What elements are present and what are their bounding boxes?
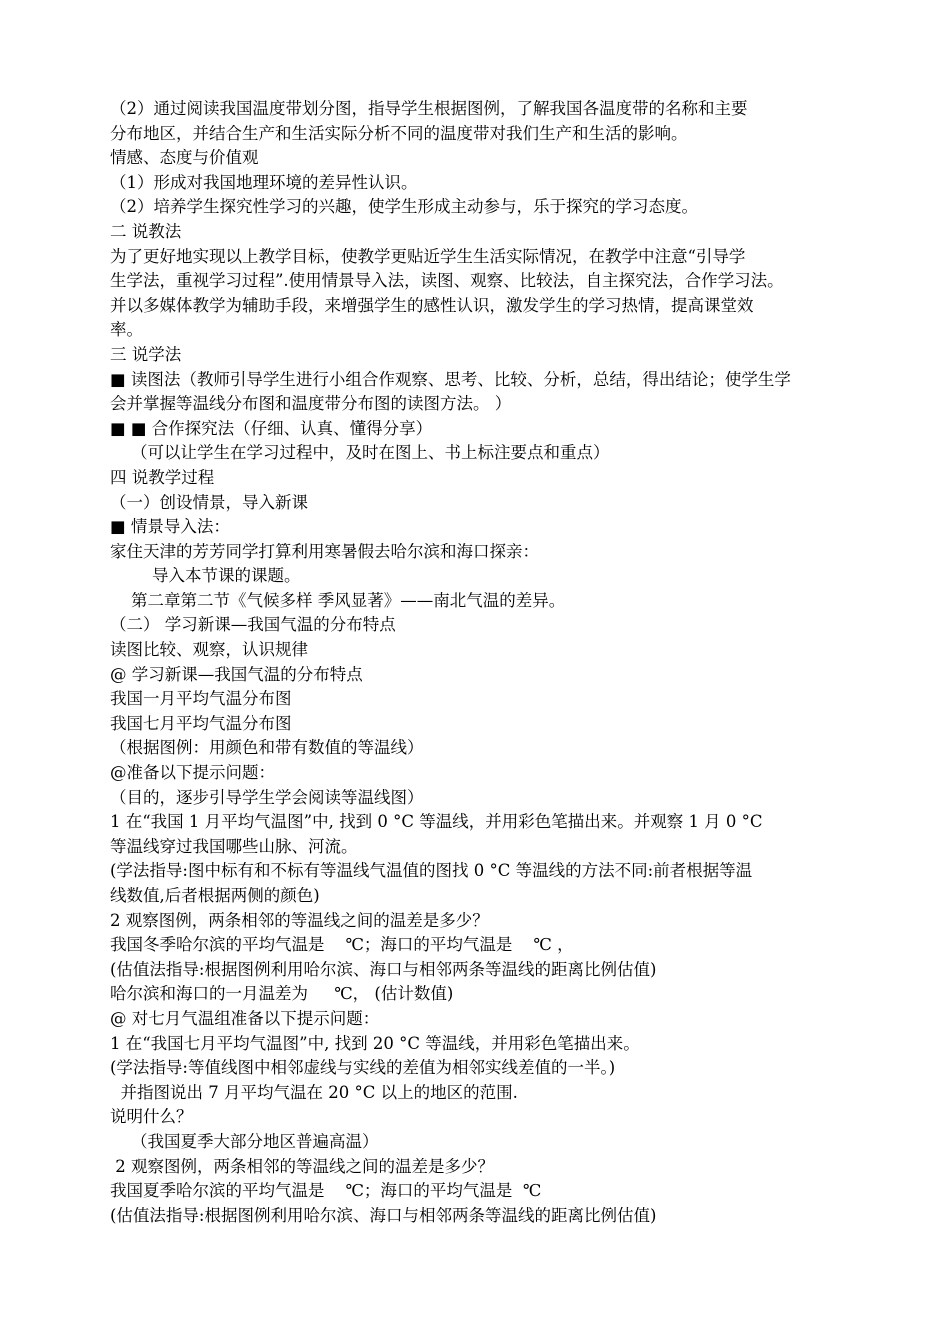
text-line: （根据图例：用颜色和带有数值的等温线） (110, 738, 424, 758)
text-line: 2 观察图例，两条相邻的等温线之间的温差是多少？ (110, 1156, 494, 1176)
text-line: 二 说教法 (110, 221, 182, 241)
text-line: 线数值,后者根据两侧的颜色) (110, 886, 320, 905)
text-line: （1）形成对我国地理环境的差异性认识。 (110, 172, 418, 192)
text-line: （一）创设情景，导入新课 (110, 492, 308, 512)
text-line: 2 观察图例，两条相邻的等温线之间的温差是多少？ (110, 910, 489, 930)
text-line: （2）培养学生探究性学习的兴趣，使学生形成主动参与，乐于探究的学习态度。 (110, 197, 698, 217)
text-line: @ 学习新课—我国气温的分布特点 (110, 664, 363, 684)
text-line: 三 说学法 (110, 344, 182, 364)
text-line: 会并掌握等温线分布图和温度带分布图的读图方法。 ） (110, 394, 512, 414)
text-line: 率。 (110, 320, 143, 340)
text-line: （可以让学生在学习过程中，及时在图上、书上标注要点和重点） (110, 443, 610, 463)
text-line: @准备以下提示问题： (110, 763, 275, 783)
text-line: 并以多媒体教学为辅助手段，来增强学生的感性认识，激发学生的学习热情，提高课堂效 (110, 295, 754, 315)
text-line: ■ 情景导入法： (110, 517, 230, 537)
text-line: 1 在“我国 1 月平均气温图”中, 找到 0 °C 等温线，并用彩色笔描出来。并观察 1 月 0 °C (110, 812, 763, 832)
text-line: (学法指导:等值线图中相邻虚线与实线的差值为相邻实线差值的一半。) (110, 1058, 616, 1078)
text-line: (估值法指导:根据图例利用哈尔滨、海口与相邻两条等温线的距离比例估值) (110, 959, 657, 979)
text-line: 哈尔滨和海口的一月温差为 ℃， (估计数值) (110, 984, 454, 1004)
text-line: 说明什么？ (110, 1107, 193, 1127)
text-line: 家住天津的芳芳同学打算利用寒暑假去哈尔滨和海口探亲： (110, 541, 539, 561)
text-line: 我国夏季哈尔滨的平均气温是 ℃；海口的平均气温是 ℃ (110, 1181, 542, 1201)
text-line: 第二章第二节《气候多样 季风显著》——南北气温的差异。 (110, 590, 566, 610)
text-line: 读图比较、观察，认识规律 (110, 640, 308, 660)
text-line: （2）通过阅读我国温度带划分图，指导学生根据图例，了解我国各温度带的名称和主要 (110, 99, 748, 118)
text-line: 1 在“我国七月平均气温图”中, 找到 20 °C 等温线，并用彩色笔描出来。 (110, 1033, 640, 1053)
text-line: 我国七月平均气温分布图 (110, 713, 292, 733)
text-line: 生学法，重视学习过程”.使用情景导入法，读图、观察、比较法，自主探究法，合作学习法。 (110, 271, 784, 291)
text-line: 我国一月平均气温分布图 (110, 689, 292, 709)
text-line: 并指图说出 7 月平均气温在 20 °C 以上的地区的范围. (110, 1082, 518, 1102)
text-line: （目的，逐步引导学生学会阅读等温线图） (110, 787, 424, 807)
document-page (110, 97, 845, 1228)
text-line: 分布地区，并结合生产和生活实际分析不同的温度带对我们生产和生活的影响。 (110, 123, 688, 143)
text-line: （二） 学习新课—我国气温的分布特点 (110, 615, 396, 635)
text-line: @ 对七月气温组准备以下提示问题： (110, 1008, 380, 1028)
text-line: 情感、态度与价值观 (110, 148, 259, 168)
text-line: 我国冬季哈尔滨的平均气温是 ℃；海口的平均气温是 ℃ ， (110, 935, 574, 955)
text-line: (学法指导:图中标有和不标有等温线气温值的图找 0 °C 等温线的方法不同:前者根据等温 (110, 861, 753, 881)
text-line: (估值法指导:根据图例利用哈尔滨、海口与相邻两条等温线的距离比例估值) (110, 1205, 657, 1225)
text-line: ■ 读图法（教师引导学生进行小组合作观察、思考、比较、分析，总结，得出结论；使学生学 (110, 369, 791, 389)
text-line: （我国夏季大部分地区普遍高温） (110, 1131, 379, 1151)
text-line: ■ ■ 合作探究法（仔细、认真、懂得分享） (110, 418, 433, 438)
text-line: 四 说教学过程 (110, 467, 215, 487)
text-line: 为了更好地实现以上教学目标，使教学更贴近学生生活实际情况，在教学中注意“引导学 (110, 246, 746, 266)
text-line: 导入本节课的课题。 (110, 566, 301, 586)
text-line: 等温线穿过我国哪些山脉、河流。 (110, 836, 358, 856)
